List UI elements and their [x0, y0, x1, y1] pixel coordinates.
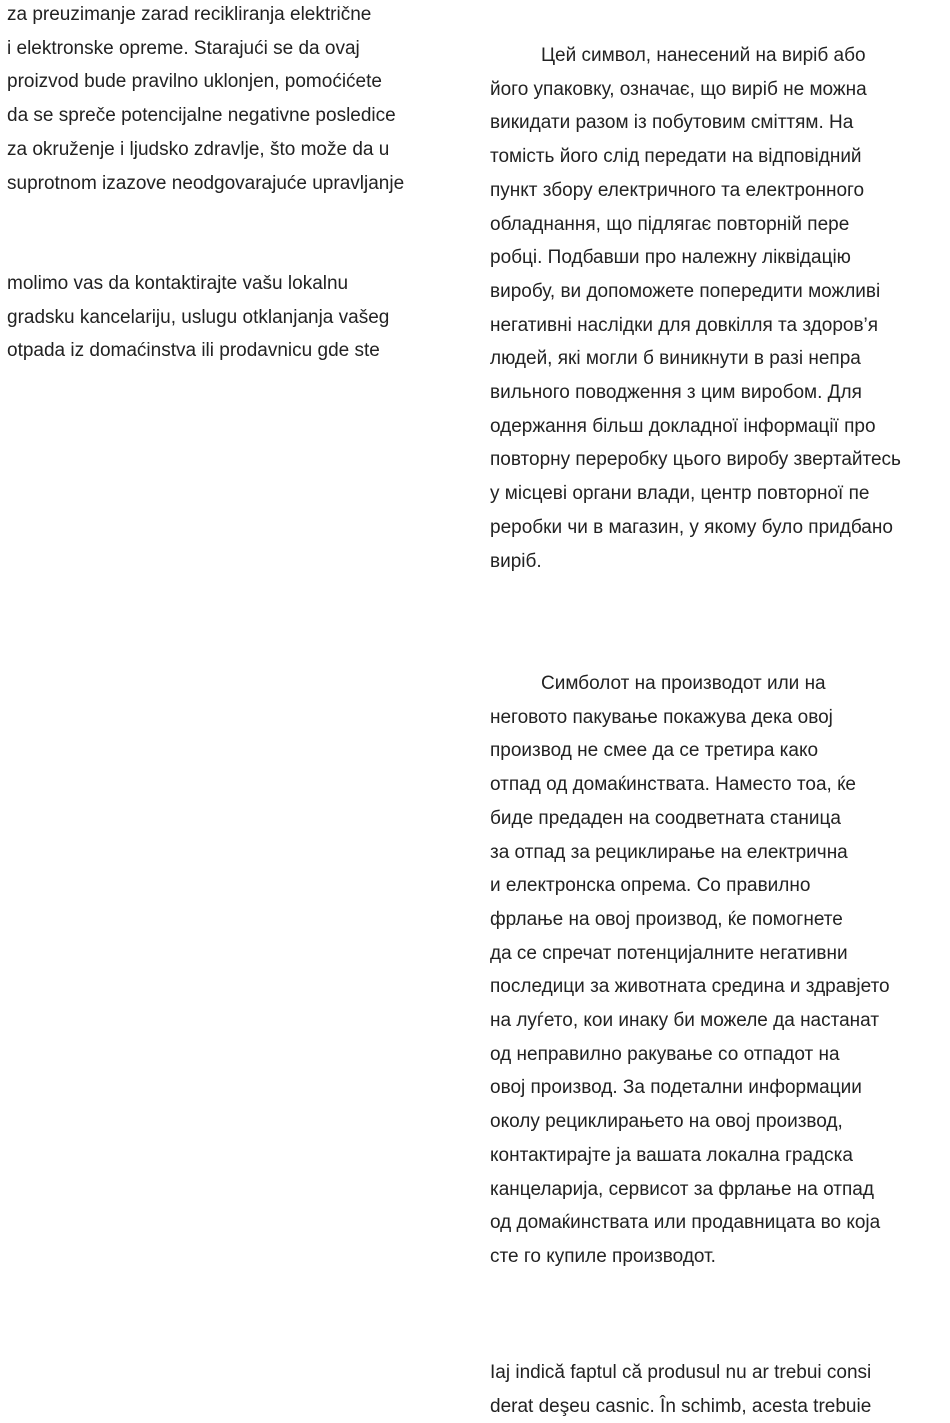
text-line: його упаковку, означає, що виріб не можна [490, 78, 867, 100]
text-line: za okruženje i ljudsko zdravlje, što može da u [7, 138, 390, 160]
text-line: Iaj indică faptul că produsul nu ar trebui consi [490, 1362, 872, 1383]
text-line: Цей символ, нанесений на виріб або [541, 45, 866, 66]
text-line: da se spreče potencijalne negativne posledice [7, 105, 396, 127]
text-line: за отпад за рециклирање на електрична [490, 841, 848, 863]
text-line: на луѓето, кои инаку би можеле да настанат [490, 1010, 880, 1032]
text-line: робці. Подбавши про належну ліквідацію [490, 247, 851, 269]
text-line: реробки чи в магазин, у якому було придбано [490, 516, 893, 538]
text-line: виріб. [490, 550, 542, 572]
text-line: вильного поводження з цим виробом. Для [490, 382, 862, 404]
text-line: да се спречат потенцијалните негативни [490, 942, 848, 964]
text-line: отпад од домаќинствата. Наместо тоа, ќе [490, 774, 856, 796]
text-line: последици за животната средина и здравјето [490, 976, 890, 998]
text-line: gradsku kancelariju, uslugu otklanjanja vašeg [7, 306, 390, 328]
text-line: негативні наслідки для довкілля та здоров’я [490, 314, 879, 336]
text-line: i elektronske opreme. Starajući se da ovaj [7, 37, 360, 59]
text-line: suprotnom izazove neodgovarajuće upravljanje [7, 172, 405, 194]
romanian-paragraph [490, 1356, 871, 1423]
text-line: повторну переробку цього виробу звертайтесь [490, 449, 901, 471]
text-line: томість його слід передати на відповідний [490, 146, 862, 168]
text-line: околу рециклирањето на овој производ, [490, 1111, 843, 1133]
text-line: za preuzimanje zarad recikliranja električne [7, 4, 372, 25]
text-line: канцеларија, сервисот за фрлање на отпад [490, 1178, 874, 1200]
text-line: и електронска опрема. Со правилно [490, 875, 811, 897]
text-line: otpada iz domaćinstva ili prodavnicu gde ste [7, 340, 380, 362]
text-line: одержання більш докладної інформації про [490, 415, 876, 437]
text-line: proizvod bude pravilno uklonjen, pomoćićete [7, 71, 382, 93]
text-line: викидати разом із побутовим сміттям. На [490, 112, 854, 134]
text-line: виробу, ви допоможете попередити можливі [490, 280, 881, 302]
text-line: обладнання, що підлягає повторній пере [490, 213, 850, 235]
text-line: molimo vas da kontaktirajte vašu lokalnu [7, 273, 349, 294]
text-line: производ не смее да се третира како [490, 740, 819, 762]
text-line: фрлање на овој производ, ќе помогнете [490, 908, 843, 930]
serbian-paragraph-2 [7, 267, 389, 368]
text-line: неговото пакување покажува дека овој [490, 706, 833, 728]
text-line: пункт збору електричного та електронного [490, 179, 865, 201]
text-line: од неправилно ракување со отпадот на [490, 1043, 840, 1065]
text-line: овој производ. За подетални информации [490, 1077, 862, 1099]
text-line: у місцеві органи влади, центр повторної пе [490, 483, 870, 505]
text-line: биде предаден на соодветната станица [490, 807, 841, 829]
text-line: derat deşeu casnic. În schimb, acesta trebuie [490, 1395, 872, 1417]
text-line: контактирајте ја вашата локална градска [490, 1144, 853, 1166]
text-line: людей, які могли б виникнути в разі непра [490, 348, 861, 370]
ukrainian-paragraph [490, 39, 901, 578]
macedonian-paragraph [490, 667, 890, 1274]
serbian-paragraph-1 [7, 0, 404, 200]
text-line: од домаќинствата или продавницата во која [490, 1212, 881, 1234]
text-line: сте го купиле производот. [490, 1245, 716, 1267]
text-line: Симболот на производот или на [541, 673, 826, 694]
